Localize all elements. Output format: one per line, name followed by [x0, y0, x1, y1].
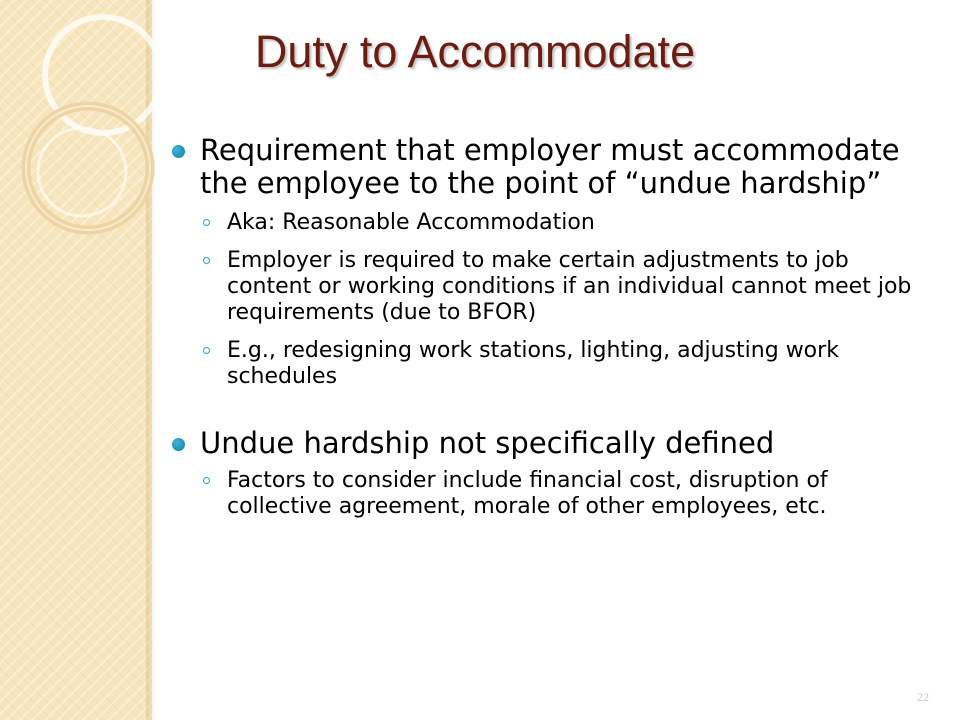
bullet-text: Undue hardship not specifically defined [200, 426, 775, 460]
sub-bullet-ring-icon [203, 219, 210, 226]
slide-body [172, 134, 922, 520]
sub-bullet-employer-required [172, 248, 922, 326]
sub-bullet-ring-icon [203, 347, 210, 354]
sub-bullet-examples [172, 338, 922, 390]
bullet-dot-icon [172, 145, 185, 158]
sub-bullet-text: Factors to consider include financial cost, disruption of collective agreement, morale of other employees, etc. [227, 468, 828, 519]
sub-bullet-ring-icon [203, 257, 210, 264]
sub-bullet-text: Employer is required to make certain adjustments to job content or working conditions if an individual cannot meet job requirements (due to BFOR) [227, 248, 912, 325]
bullet-dot-icon [172, 438, 185, 451]
sub-bullet-text: Aka: Reasonable Accommodation [227, 210, 595, 235]
bullet-text: Requirement that employer must accommodate the employee to the point of “undue hardship” [200, 133, 900, 200]
bullet-undue-hardship [172, 427, 922, 460]
sub-bullet-aka [172, 210, 922, 236]
slide-title: Duty to Accommodate [254, 26, 696, 77]
sub-bullet-factors [172, 468, 922, 520]
sub-bullet-ring-icon [203, 477, 210, 484]
sub-bullet-text: E.g., redesigning work stations, lighting, adjusting work schedules [227, 338, 839, 389]
page-number: 22 [917, 690, 929, 704]
bullet-requirement [172, 134, 922, 200]
